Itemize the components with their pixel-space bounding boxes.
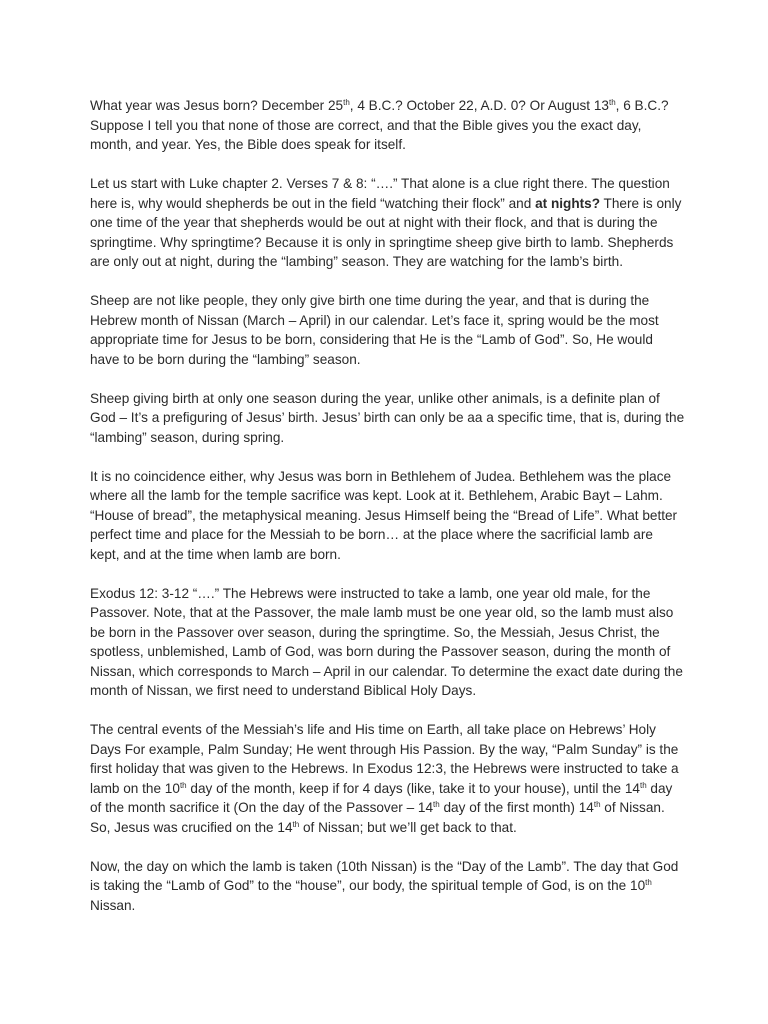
text-run: day of the first month) 14 [439,800,594,815]
text-run: Now, the day on which the lamb is taken (10th Nissan) is the “Day of the Lamb”. The day that God is taking the “Lamb of God” to the “house”, our body, the spiritual temple of God, is on the 10 [90,858,679,893]
text-run: It is no coincidence either, why Jesus was born in Bethlehem of Judea. Bethlehem was the place where all the lamb for the temple sacrifice was kept. Look at it. Bethlehem, Arabic Bayt – Lahm. “House of bread”, the metaphysical meaning. Jesus Himself being the “Bread of Life”. What better perfect time and place for the Messiah to be born… at the place where the sacrificial lamb are kept, and at the time when lamb are born. [90,468,678,562]
text-run: Exodus 12: 3-12 “….” The Hebrews were instructed to take a lamb, one year old male, for the Passover. Note, that at the Passover, the male lamb must be one year old, so the lamb must also be born in the Passover over season, during the springtime. So, the Messiah, Jesus Christ, the spotless, unblemished, Lamb of God, was born during the Passover season, during the month of Nissan, which corresponds to March – April in our calendar. To determine the exact date during the month of Nissan, we first need to understand Biblical Holy Days. [90,585,683,698]
superscript: th [179,780,187,790]
paragraph [90,389,685,448]
document-page [90,96,685,935]
paragraph [90,584,685,701]
text-run: Sheep are not like people, they only give birth one time during the year, and that is during the Hebrew month of Nissan (March – April) in our calendar. Let’s face it, spring would be the most appropriate time for Jesus to be born, considering that He is the “Lamb of God”. So, He would have to be born during the “lambing” season. [90,293,659,367]
text-run: , 4 B.C.? October 22, A.D. 0? Or August 13 [349,98,609,113]
text-run: of Nissan; but we’ll get back to that. [299,819,517,835]
superscript: th [433,800,440,809]
text-run: , 6 B.C.? Suppose I tell you that none of those are correct, and that the Bible gives you the exact day, month, and year. Yes, the Bible does speak for itself. [90,98,669,152]
text-run: of Nissan. So, Jesus was crucified on the 14 [90,800,665,835]
paragraph [90,291,685,369]
text-run: Nissan. [90,897,136,913]
text-run: Sheep giving birth at only one season during the year, unlike other animals, is a definite plan of God – It’s a prefiguring of Jesus’ birth. Jesus’ birth can only be aa a specific time, that is, during the “lambing” season, during spring. [90,390,685,445]
text-run: Let us start with Luke chapter 2. Verses 7 & 8: “….” That alone is a clue right there. The question here is, why would shepherds be out in the field “watching their flock” and [90,176,670,211]
text-run: What year was Jesus born? December 25 [90,98,344,113]
superscript: th [292,819,300,829]
superscript: th [639,780,647,790]
superscript: th [645,878,652,887]
superscript: th [343,98,350,107]
superscript: th [608,98,616,107]
text-run: There is only one time of the year that shepherds would be out at night with their flock, and that is during the springtime. Why springtime? Because it is only in springtime sheep give birth to lamb. Shepherds are only out at night, during the “lambing” season. They are watching for the lamb’s birth. [90,195,682,269]
paragraph [90,467,685,565]
text-run: day of the month, keep if for 4 days (like, take it to your house), until the 14 [186,780,640,796]
paragraph [90,857,685,916]
paragraph [90,96,685,155]
text-run: The central events of the Messiah’s life and His time on Earth, all take place on Hebrews’ Holy Days For example, Palm Sunday; He went through His Passion. By the way, “Palm Sunday” is the first holiday that was given to the Hebrews. In Exodus 12:3, the Hebrews were instructed to take a lamb on the 10 [90,722,679,796]
paragraph [90,720,685,837]
text-run: day of the month sacrifice it (On the day of the Passover – 14 [90,780,673,815]
paragraph [90,174,685,272]
superscript: th [593,800,601,809]
bold-text: at nights? [535,195,601,211]
